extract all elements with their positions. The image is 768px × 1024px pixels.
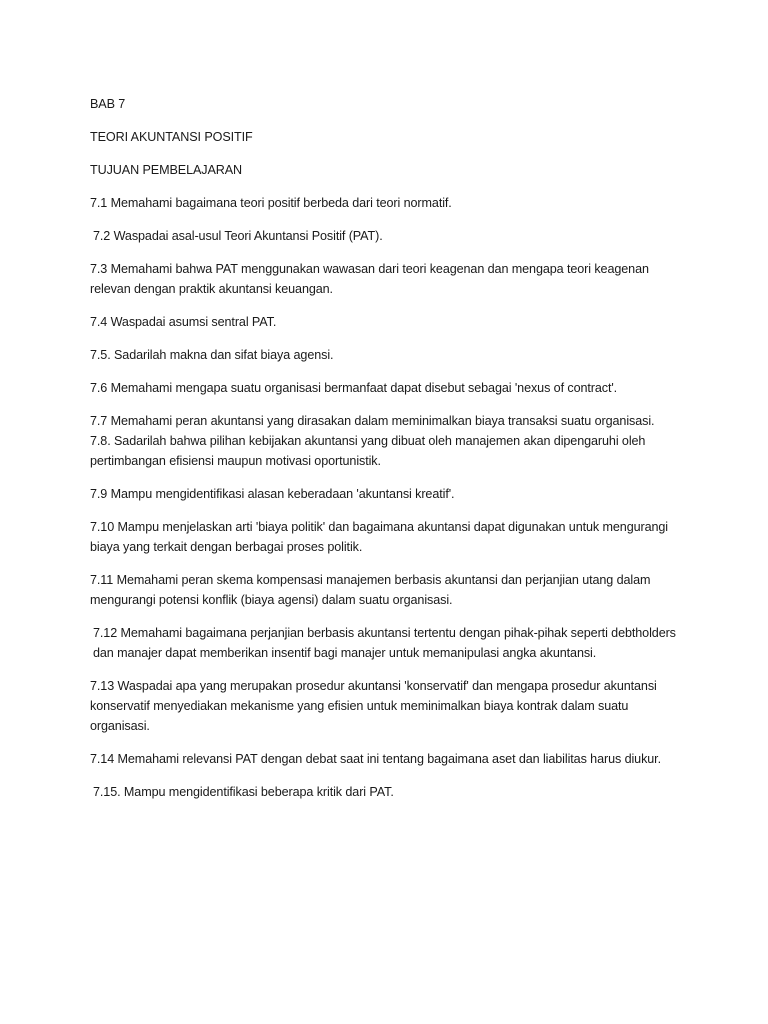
objective-7-11: 7.11 Memahami peran skema kompensasi manajemen berbasis akuntansi dan perjanjian utang dalam mengurangi potensi konflik (biaya agensi) dalam suatu organisasi.	[90, 573, 651, 607]
objective-7-1: 7.1 Memahami bagaimana teori positif berbeda dari teori normatif.	[90, 196, 452, 210]
objective-7-9: 7.9 Mampu mengidentifikasi alasan keberadaan 'akuntansi kreatif'.	[90, 487, 455, 501]
document-body	[90, 94, 690, 815]
document-title: TEORI AKUNTANSI POSITIF	[90, 130, 253, 144]
objective-7-5: 7.5. Sadarilah makna dan sifat biaya agensi.	[90, 348, 334, 362]
objective-7-4: 7.4 Waspadai asumsi sentral PAT.	[90, 315, 277, 329]
objective-7-8: 7.8. Sadarilah bahwa pilihan kebijakan akuntansi yang dibuat oleh manajemen akan dipengaruhi oleh pertimbangan efisiensi maupun motivasi oportunistik.	[90, 434, 646, 468]
objective-7-14: 7.14 Memahami relevansi PAT dengan debat saat ini tentang bagaimana aset dan liabilitas harus diukur.	[90, 752, 661, 766]
objective-7-7: 7.7 Memahami peran akuntansi yang dirasakan dalam meminimalkan biaya transaksi suatu organisasi.	[90, 414, 655, 428]
objective-7-13: 7.13 Waspadai apa yang merupakan prosedur akuntansi 'konservatif' dan mengapa prosedur akuntansi konservatif menyediakan mekanisme yang efisien untuk meminimalkan biaya kontrak dalam suatu organisasi.	[90, 679, 657, 733]
section-heading: TUJUAN PEMBELAJARAN	[90, 163, 243, 177]
objective-7-10: 7.10 Mampu menjelaskan arti 'biaya politik' dan bagaimana akuntansi dapat digunakan untuk mengurangi biaya yang terkait dengan berbagai proses politik.	[90, 520, 669, 554]
objective-7-2: 7.2 Waspadai asal-usul Teori Akuntansi Positif (PAT).	[93, 229, 383, 243]
objective-7-3: 7.3 Memahami bahwa PAT menggunakan wawasan dari teori keagenan dan mengapa teori keagenan relevan dengan praktik akuntansi keuangan.	[90, 262, 649, 296]
objective-7-6: 7.6 Memahami mengapa suatu organisasi bermanfaat dapat disebut sebagai 'nexus of contract'.	[90, 381, 618, 395]
chapter-label: BAB 7	[90, 97, 126, 111]
objective-7-12: 7.12 Memahami bagaimana perjanjian berbasis akuntansi tertentu dengan pihak-pihak seperti debtholders dan manajer dapat memberikan insentif bagi manajer untuk memanipulasi angka akuntansi.	[93, 626, 676, 660]
objective-7-15: 7.15. Mampu mengidentifikasi beberapa kritik dari PAT.	[93, 785, 394, 799]
